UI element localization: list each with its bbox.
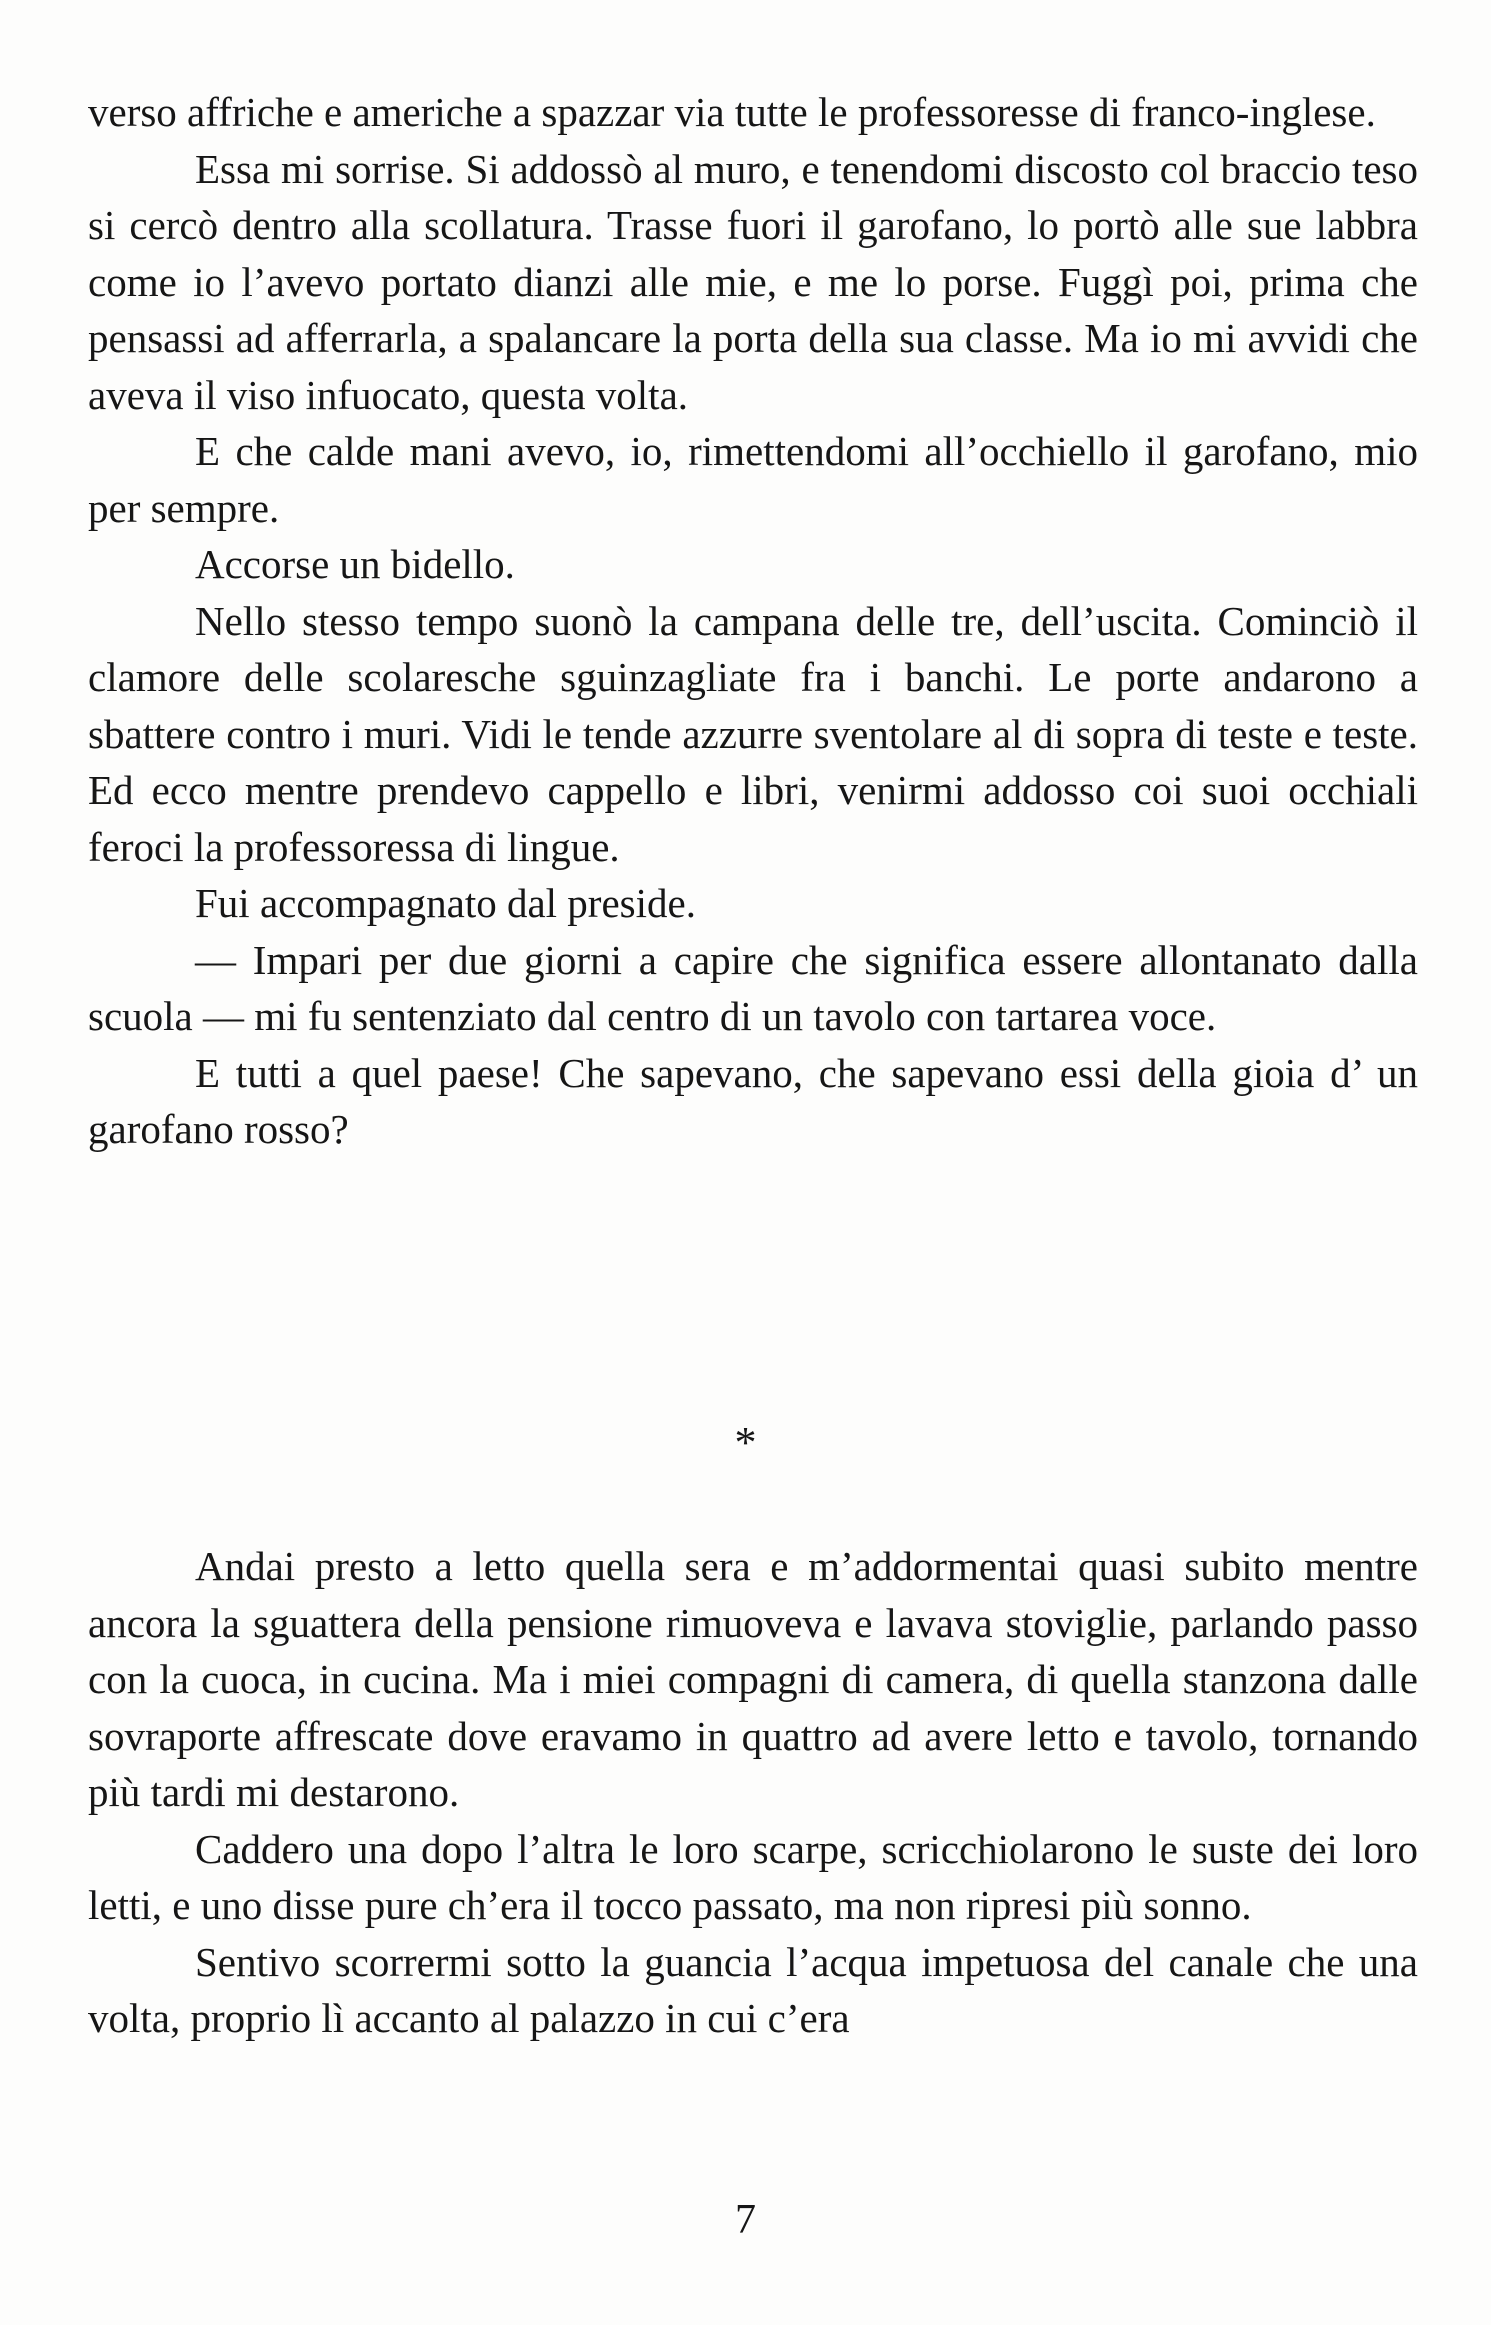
- section-separator: *: [734, 1418, 757, 1467]
- paragraph: E che calde mani avevo, io, rimettendomi all’occhiello il garofano, mio per sempre.: [88, 428, 1418, 531]
- paragraph: Nello stesso tempo suonò la campana delle tre, dell’uscita. Cominciò il clamore delle scolaresche sguinzagliate fra i banchi. Le porte andarono a sbattere contro i muri. Vidi le tende azzurre sventolare al di sopra di teste e teste. Ed ecco mentre prendevo cappello e libri, venirmi addosso coi suoi occhiali feroci la professoressa di lingue.: [88, 597, 1418, 870]
- paragraph: Essa mi sorrise. Si addossò al muro, e tenendomi discosto col braccio teso si cercò dentro alla scollatura. Trasse fuori il garofano, lo portò alle sue labbra come io l’avevo portato dianzi alle mie, e me lo porse. Fuggì poi, prima che pensassi ad afferrarla, a spalancare la porta della sua classe. Ma io mi avvidi che aveva il viso infuocato, questa volta.: [88, 145, 1418, 418]
- paragraph: Caddero una dopo l’altra le loro scarpe, scricchiolarono le suste dei loro letti, e uno disse pure ch’era il tocco passato, ma non ripresi più sonno.: [88, 1825, 1418, 1928]
- paragraph: Accorse un bidello.: [195, 541, 515, 587]
- paragraph: — Impari per due giorni a capire che significa essere allontanato dalla scuola — mi fu sentenziato dal centro di un tavolo con tartarea voce.: [88, 936, 1418, 1039]
- section-2-text: [88, 1538, 1418, 2047]
- paragraph: Andai presto a letto quella sera e m’addormentai quasi subito mentre ancora la sguattera della pensione rimuoveva e lavava stoviglie, parlando passo con la cuoca, in cucina. Ma i miei compagni di camera, di quella stanzona dalle sovraporte affrescate dove eravamo in quattro ad avere letto e tavolo, tornando più tardi mi destarono.: [88, 1543, 1418, 1815]
- paragraph: Sentivo scorrermi sotto la guancia l’acqua impetuosa del canale che una volta, proprio lì accanto al palazzo in cui c’era: [88, 1938, 1418, 2041]
- paragraph-continuation: verso affriche e americhe a spazzar via tutte le professoresse di franco-inglese.: [88, 89, 1376, 135]
- section-1-text: [88, 84, 1418, 1158]
- page-number: 7: [735, 2197, 756, 2243]
- paragraph: E tutti a quel paese! Che sapevano, che sapevano essi della gioia d’ un garofano rosso?: [88, 1049, 1418, 1152]
- paragraph: Fui accompagnato dal preside.: [195, 880, 696, 926]
